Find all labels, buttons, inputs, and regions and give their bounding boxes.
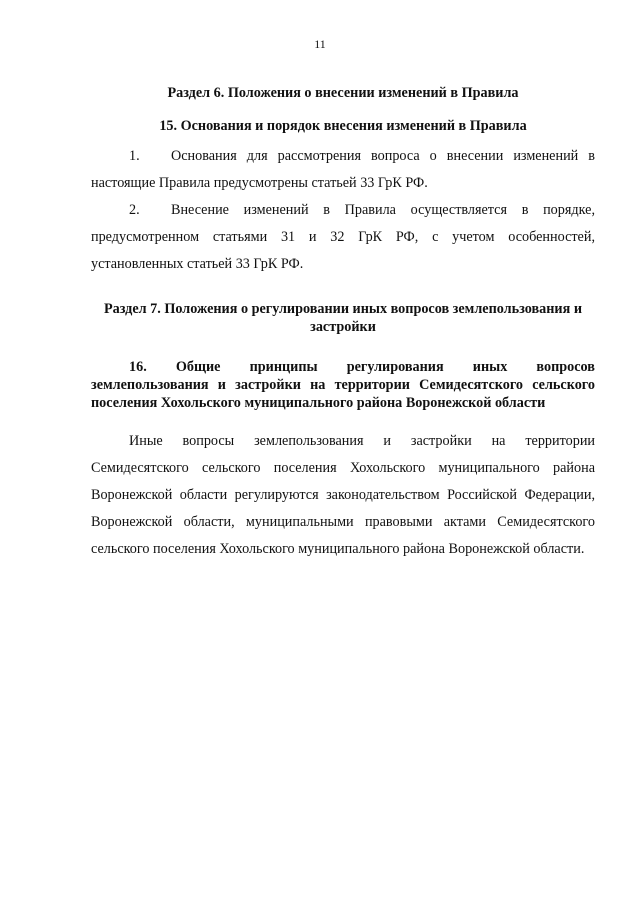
item-text: Внесение изменений в Правила осуществляется в порядке, предусмотренном статьями 31 и 32 ГрК РФ, с учетом особенностей, установленных статьей 33 ГрК РФ.: [91, 202, 595, 272]
heading-word: вопросов: [536, 359, 595, 375]
heading-word: Общие: [175, 359, 221, 375]
item-number: 1.: [129, 148, 140, 164]
heading-word: иных: [472, 359, 508, 375]
heading-word: регулирования: [346, 359, 444, 375]
article-16-paragraph: Иные вопросы землепользования и застройки на территории Семидесятского сельского поселения Хохольского муниципального района Воронежской области регулируются законодательством Российской Федерации, Воронежской области, муниципальными правовыми актами Семидесятского сельского поселения Хохольского муниципального района Воронежской области.: [91, 433, 595, 557]
section-6-heading: Раздел 6. Положения о внесении изменений в Правила: [167, 85, 519, 101]
article-16-heading-rest: землепользования и застройки на территории Семидесятского сельского поселения Хохольского муниципального района Воронежской области: [91, 377, 595, 411]
page-number: 11: [314, 37, 326, 51]
heading-word: 16.: [129, 359, 147, 375]
heading-word: принципы: [249, 359, 318, 375]
article-16-heading-first-line: [91, 358, 595, 376]
article-16-heading: [91, 358, 595, 412]
item-number: 2.: [129, 202, 140, 218]
section-7-heading: Раздел 7. Положения о регулировании иных вопросов землепользования и застройки: [103, 301, 583, 335]
article-15-item-2: [91, 197, 595, 278]
article-15-item-1: [91, 143, 595, 197]
item-text: Основания для рассмотрения вопроса о внесении изменений в настоящие Правила предусмотрены статьей 33 ГрК РФ.: [91, 148, 595, 191]
document-body: [91, 84, 595, 563]
article-15-heading: 15. Основания и порядок внесения изменений в Правила: [159, 118, 527, 134]
